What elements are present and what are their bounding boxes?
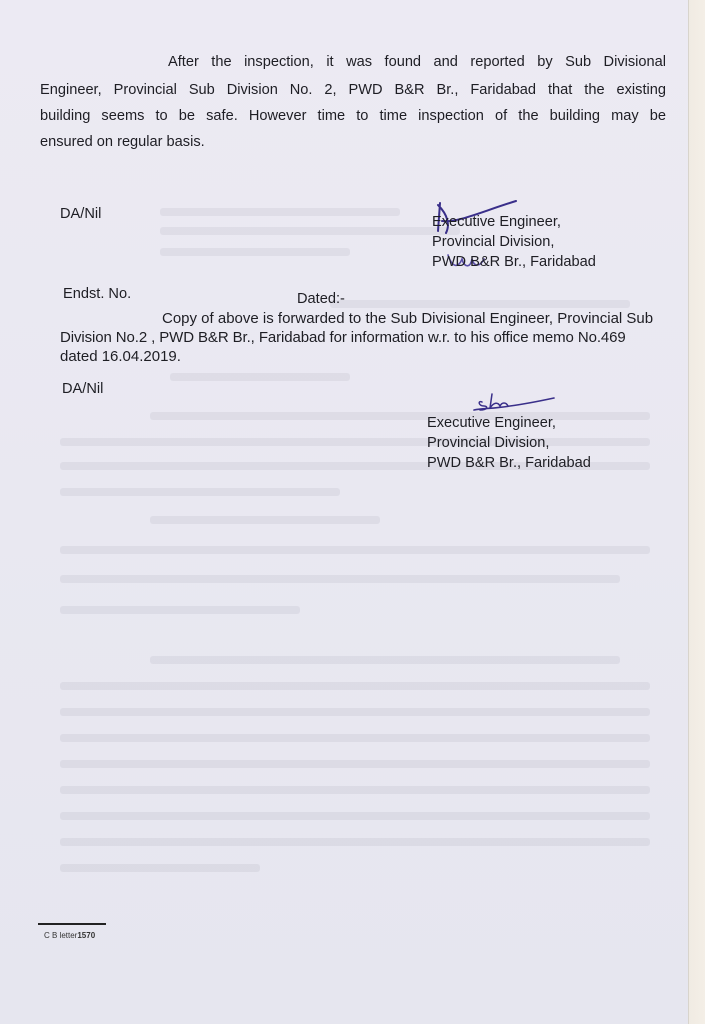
show-through-text (160, 227, 460, 235)
show-through-text (150, 516, 380, 524)
show-through-text (60, 488, 340, 496)
signatory-division: Provincial Division, (427, 435, 550, 451)
endorsement-dated-label: Dated:- (297, 291, 345, 307)
show-through-text (60, 812, 650, 820)
show-through-text (330, 300, 630, 308)
signatory-block (432, 212, 596, 272)
show-through-text (60, 546, 650, 554)
paragraph-line: ensured on regular basis. (40, 134, 205, 150)
paragraph-line: building seems to be safe. However time to time inspection of the building may be (40, 108, 666, 124)
signatory-office: PWD B&R Br., Faridabad (427, 455, 591, 471)
signatory-office: PWD B&R Br., Faridabad (432, 254, 596, 270)
show-through-text (60, 575, 620, 583)
show-through-text (60, 682, 650, 690)
footer-reference-number: 1570 (77, 931, 96, 940)
footer-reference (44, 931, 95, 940)
signatory-division: Provincial Division, (432, 234, 555, 250)
show-through-text (160, 248, 350, 256)
show-through-text (160, 208, 400, 216)
enclosure-label: DA/Nil (62, 381, 104, 397)
signatory-block (427, 413, 591, 473)
signatory-title: Executive Engineer, (432, 214, 561, 230)
show-through-text (60, 864, 260, 872)
paragraph-line: Engineer, Provincial Sub Division No. 2, PWD B&R Br., Faridabad that the existing (40, 82, 666, 98)
footer-reference-prefix: C B letter (44, 931, 78, 940)
signatory-title: Executive Engineer, (427, 415, 556, 431)
show-through-text (60, 760, 650, 768)
show-through-text (60, 708, 650, 716)
show-through-text (60, 606, 300, 614)
footer-divider (38, 923, 106, 925)
paragraph-line: After the inspection, it was found and reported by Sub Divisional (168, 54, 666, 70)
page-edge (689, 0, 705, 1024)
show-through-text (170, 373, 350, 381)
endorsement-number-label: Endst. No. (63, 286, 132, 302)
show-through-text (150, 656, 620, 664)
paragraph-line: Division No.2 , PWD B&R Br., Faridabad for information w.r. to his office memo No.469 (60, 329, 626, 346)
show-through-text (60, 786, 650, 794)
paragraph-line: dated 16.04.2019. (60, 348, 181, 365)
enclosure-label: DA/Nil (60, 206, 102, 222)
paragraph-line: Copy of above is forwarded to the Sub Divisional Engineer, Provincial Sub (162, 310, 654, 327)
show-through-text (60, 734, 650, 742)
show-through-text (60, 838, 650, 846)
